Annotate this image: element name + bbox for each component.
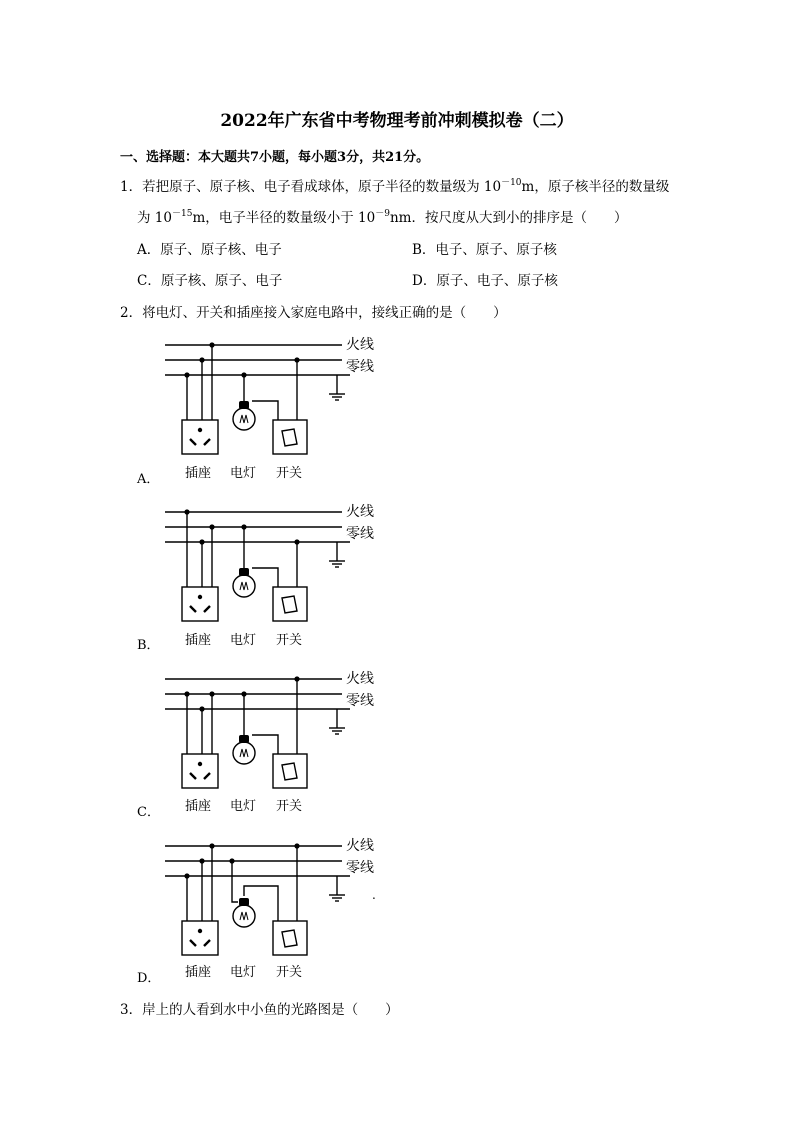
label-live-a: 火线 <box>346 337 374 353</box>
q2-option-a[interactable]: A． <box>137 472 160 487</box>
label-socket-b: 插座 <box>185 633 212 648</box>
q1-line1: 1．若把原子、原子核、电子看成球体，原子半径的数量级为 $10^{-10}m$，原子核半径的数量级 <box>120 178 670 195</box>
label-lamp-c: 电灯 <box>230 799 257 814</box>
label-switch-b: 开关 <box>276 633 303 648</box>
label-socket-a: 插座 <box>185 466 212 481</box>
q3-stem: 3．岸上的人看到水中小鱼的光路图是（ ） <box>120 1002 399 1018</box>
label-switch-d: 开关 <box>276 965 303 980</box>
label-neutral-a: 零线 <box>346 359 374 375</box>
label-neutral-b: 零线 <box>346 526 374 542</box>
label-switch-a: 开关 <box>276 466 303 481</box>
label-neutral-d: 零线 <box>346 860 374 876</box>
page-title: 2022年广东省中考物理考前冲刺模拟卷（二） <box>220 111 574 131</box>
stray-dot: . <box>372 888 376 902</box>
q1-option-b[interactable]: B．电子、原子、原子核 <box>412 242 557 258</box>
label-lamp-b: 电灯 <box>230 633 257 648</box>
label-socket-d: 插座 <box>185 965 212 980</box>
label-neutral-c: 零线 <box>346 693 374 709</box>
label-live-c: 火线 <box>346 671 374 687</box>
q2-option-d[interactable]: D． <box>137 971 161 986</box>
q2-stem: 2．将电灯、开关和插座接入家庭电路中，接线正确的是（ ） <box>120 305 507 321</box>
label-live-d: 火线 <box>346 838 374 854</box>
label-lamp-d: 电灯 <box>230 965 257 980</box>
q2-option-c[interactable]: C． <box>137 805 160 820</box>
label-socket-c: 插座 <box>185 799 212 814</box>
q1-option-a[interactable]: A．原子、原子核、电子 <box>137 242 282 258</box>
section-heading: 一、选择题：本大题共7小题，每小题3分，共21分。 <box>120 150 430 165</box>
label-live-b: 火线 <box>346 504 374 520</box>
q1-option-c[interactable]: C．原子核、原子、电子 <box>137 273 283 289</box>
q1-option-d[interactable]: D．原子、电子、原子核 <box>412 273 558 289</box>
q2-option-b[interactable]: B． <box>137 638 160 653</box>
q1-line2: 为 $10^{-15}m$，电子半径的数量级小于 $10^{-9}nm$．按尺度从大到小的排序是（ ） <box>137 209 628 226</box>
label-switch-c: 开关 <box>276 799 303 814</box>
label-lamp-a: 电灯 <box>230 466 257 481</box>
